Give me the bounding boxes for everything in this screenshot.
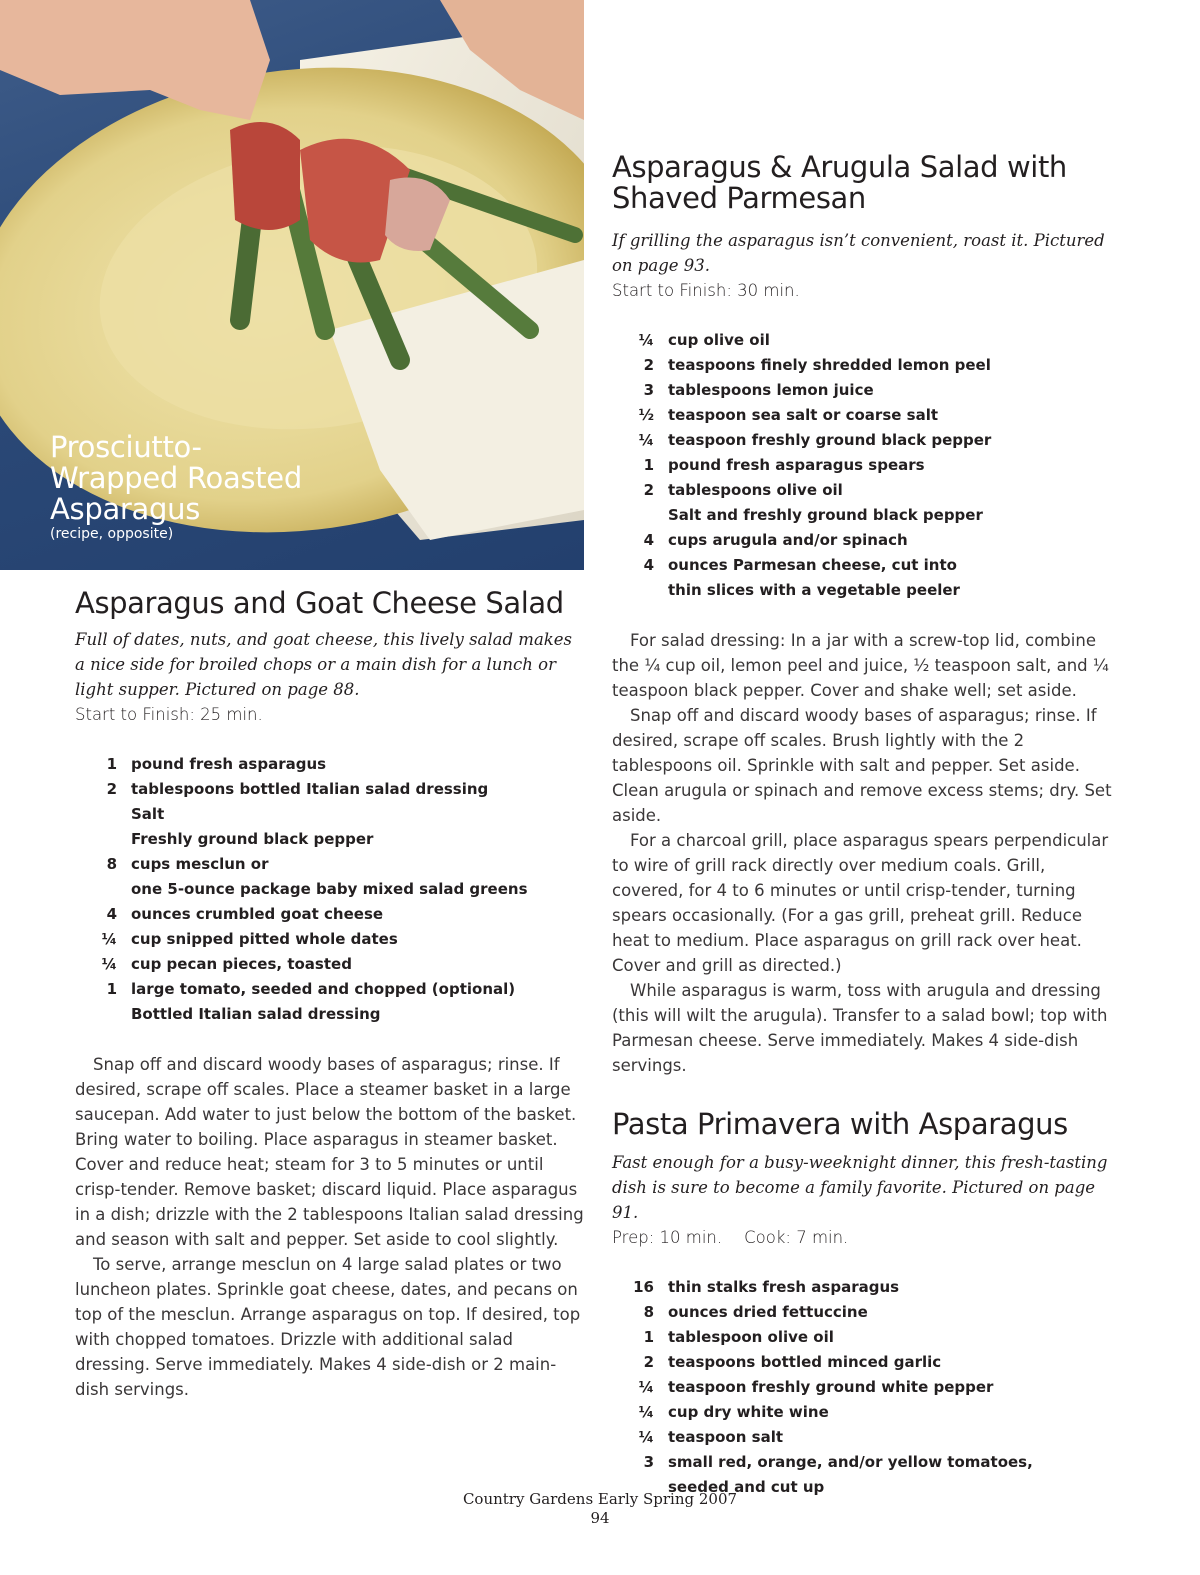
- ingredient-item: [75, 852, 585, 877]
- caption-title-line: Asparagus: [50, 492, 201, 526]
- recipe-directions: [612, 628, 1117, 1078]
- ingredient-description: cup dry white wine: [668, 1403, 829, 1421]
- caption-subtitle: (recipe, opposite): [50, 526, 174, 542]
- recipe-title: Asparagus and Goat Cheese Salad: [75, 586, 564, 620]
- ingredient-list: [612, 1275, 1117, 1500]
- ingredient-item: [612, 1425, 1117, 1450]
- ingredient-quantity: 4: [643, 556, 654, 574]
- ingredient-description: small red, orange, and/or yellow tomatoes,: [668, 1453, 1033, 1471]
- ingredient-list: [75, 752, 585, 1027]
- ingredient-item: [612, 1325, 1117, 1350]
- ingredient-description: ounces dried fettuccine: [668, 1303, 868, 1321]
- ingredient-quantity: 8: [106, 855, 117, 873]
- ingredient-description: cup pecan pieces, toasted: [131, 955, 352, 973]
- ingredient-quantity: 2: [643, 356, 654, 374]
- ingredient-description: seeded and cut up: [668, 1478, 825, 1496]
- ingredient-description: teaspoon salt: [668, 1428, 784, 1446]
- recipe-time: Start to Finish: 25 min.: [75, 705, 263, 724]
- caption-title-line: Wrapped Roasted: [50, 461, 302, 495]
- ingredient-item: [612, 503, 1117, 528]
- ingredient-item: [612, 553, 1117, 578]
- ingredient-item: [75, 752, 585, 777]
- ingredient-item: [612, 1350, 1117, 1375]
- ingredient-description: cups mesclun or: [131, 855, 269, 873]
- ingredient-item: [75, 827, 585, 852]
- ingredient-description: cup olive oil: [668, 331, 770, 349]
- ingredient-item: [75, 977, 585, 1002]
- ingredient-item: [612, 328, 1117, 353]
- ingredient-item: [612, 1300, 1117, 1325]
- recipe-photo: [0, 0, 584, 570]
- ingredient-description: Freshly ground black pepper: [131, 830, 374, 848]
- ingredient-quantity: 2: [643, 1353, 654, 1371]
- ingredient-description: teaspoon freshly ground black pepper: [668, 431, 992, 449]
- ingredient-description: one 5-ounce package baby mixed salad greens: [131, 880, 528, 898]
- ingredient-description: thin slices with a vegetable peeler: [668, 581, 960, 599]
- ingredient-description: ounces crumbled goat cheese: [131, 905, 384, 923]
- direction-paragraph: Snap off and discard woody bases of asparagus; rinse. If desired, scrape off scales. Brush lightly with the 2 tablespoons oil. Sprinkle with salt and pepper. Set aside. Clean arugula or spinach and remove excess stems; dry. Set aside.: [612, 706, 1112, 825]
- direction-paragraph: While asparagus is warm, toss with arugula and dressing (this will wilt the arugula). Transfer to a salad bowl; top with Parmesan cheese. Serve immediately. Makes 4 side-dish servings.: [612, 981, 1108, 1075]
- ingredient-quantity: 4: [643, 531, 654, 549]
- ingredient-item: [612, 1450, 1117, 1475]
- ingredient-quantity: 4: [106, 905, 117, 923]
- ingredient-quantity: 8: [643, 1303, 654, 1321]
- recipe-title-line: Shaved Parmesan: [612, 181, 866, 215]
- ingredient-item: [75, 877, 585, 902]
- recipe-intro: Full of dates, nuts, and goat cheese, this lively salad makes a nice side for broiled chops or a main dish for a lunch or light supper. Pictured on page 88.: [75, 630, 573, 699]
- ingredient-item: [612, 453, 1117, 478]
- recipe-title-line: Asparagus & Arugula Salad with: [612, 150, 1067, 184]
- ingredient-quantity: ¼: [638, 1378, 654, 1396]
- ingredient-quantity: 2: [106, 780, 117, 798]
- ingredient-description: Salt and freshly ground black pepper: [668, 506, 983, 524]
- ingredient-quantity: ½: [638, 406, 654, 424]
- recipe-goat-cheese-salad: [75, 588, 585, 1402]
- ingredient-description: pound fresh asparagus: [131, 755, 327, 773]
- ingredient-quantity: 1: [643, 456, 654, 474]
- ingredient-item: [612, 528, 1117, 553]
- publication-name: Country Gardens Early Spring 2007: [462, 1490, 738, 1508]
- direction-paragraph: To serve, arrange mesclun on 4 large salad plates or two luncheon plates. Sprinkle goat cheese, dates, and pecans on top of the mesclun. Arrange asparagus on top. If desired, top with chopped tomatoes. Drizzle with additional salad dressing. Serve immediately. Makes 4 side-dish or 2 main-dish servings.: [75, 1255, 581, 1399]
- ingredient-item: [612, 353, 1117, 378]
- ingredient-item: [612, 1375, 1117, 1400]
- ingredient-description: thin stalks fresh asparagus: [668, 1278, 900, 1296]
- ingredient-description: cups arugula and/or spinach: [668, 531, 908, 549]
- ingredient-item: [612, 578, 1117, 603]
- caption-title-line: Prosciutto-: [50, 430, 202, 464]
- recipe-intro: If grilling the asparagus isn’t convenient, roast it. Pictured on page 93.: [612, 231, 1105, 275]
- recipe-time: [612, 1225, 1117, 1250]
- ingredient-description: Bottled Italian salad dressing: [131, 1005, 381, 1023]
- page-footer: [0, 1490, 1200, 1528]
- prep-time: Prep: 10 min.: [612, 1228, 723, 1247]
- page-number: 94: [590, 1509, 610, 1527]
- ingredient-item: [75, 902, 585, 927]
- recipe-title: Pasta Primavera with Asparagus: [612, 1107, 1068, 1141]
- ingredient-description: tablespoon olive oil: [668, 1328, 834, 1346]
- photo-caption: [50, 432, 302, 542]
- recipe-directions: [75, 1052, 585, 1402]
- ingredient-description: tablespoons lemon juice: [668, 381, 874, 399]
- ingredient-quantity: 1: [106, 755, 117, 773]
- ingredient-list: [612, 328, 1117, 603]
- ingredient-item: [612, 1400, 1117, 1425]
- ingredient-quantity: ¼: [638, 431, 654, 449]
- ingredient-description: large tomato, seeded and chopped (optional): [131, 980, 516, 998]
- ingredient-item: [612, 378, 1117, 403]
- ingredient-description: teaspoons finely shredded lemon peel: [668, 356, 991, 374]
- ingredient-description: Salt: [131, 805, 165, 823]
- recipe-pasta-primavera: [612, 1109, 1117, 1500]
- ingredient-quantity: ¼: [638, 1428, 654, 1446]
- direction-paragraph: For a charcoal grill, place asparagus spears perpendicular to wire of grill rack directly over medium coals. Grill, covered, for 4 to 6 minutes or until crisp-tender, turning spears occasionally. (For a gas grill, preheat grill. Reduce heat to medium. Place asparagus on grill rack over heat. Cover and grill as directed.): [612, 831, 1109, 975]
- ingredient-description: teaspoon freshly ground white pepper: [668, 1378, 994, 1396]
- direction-paragraph: For salad dressing: In a jar with a screw-top lid, combine the ¼ cup oil, lemon peel and juice, ½ teaspoon salt, and ¼ teaspoon black pepper. Cover and shake well; set aside.: [612, 631, 1109, 700]
- ingredient-quantity: ¼: [638, 331, 654, 349]
- ingredient-item: [612, 1275, 1117, 1300]
- ingredient-item: [612, 403, 1117, 428]
- ingredient-description: pound fresh asparagus spears: [668, 456, 925, 474]
- ingredient-quantity: ¼: [101, 955, 117, 973]
- ingredient-quantity: 1: [643, 1328, 654, 1346]
- recipe-intro: Fast enough for a busy-weeknight dinner, this fresh-tasting dish is sure to become a family favorite. Pictured on page 91.: [612, 1153, 1108, 1222]
- ingredient-description: ounces Parmesan cheese, cut into: [668, 556, 957, 574]
- ingredient-item: [75, 952, 585, 977]
- ingredient-quantity: ¼: [101, 930, 117, 948]
- ingredient-description: tablespoons olive oil: [668, 481, 843, 499]
- ingredient-item: [612, 478, 1117, 503]
- ingredient-quantity: ¼: [638, 1403, 654, 1421]
- ingredient-description: cup snipped pitted whole dates: [131, 930, 398, 948]
- recipe-arugula-salad: [612, 152, 1117, 1500]
- ingredient-quantity: 3: [643, 381, 654, 399]
- cook-time: Cook: 7 min.: [744, 1228, 849, 1247]
- ingredient-quantity: 16: [633, 1278, 654, 1296]
- ingredient-item: [75, 927, 585, 952]
- ingredient-description: teaspoon sea salt or coarse salt: [668, 406, 938, 424]
- direction-paragraph: Snap off and discard woody bases of asparagus; rinse. If desired, scrape off scales. Place a steamer basket in a large saucepan. Add water to just below the bottom of the basket. Bring water to boiling. Place asparagus in steamer basket. Cover and reduce heat; steam for 3 to 5 minutes or until crisp-tender. Remove basket; discard liquid. Place asparagus in a dish; drizzle with the 2 tablespoons Italian salad dressing and season with salt and pepper. Set aside to cool slightly.: [75, 1055, 584, 1249]
- ingredient-item: [75, 777, 585, 802]
- ingredient-quantity: 1: [106, 980, 117, 998]
- ingredient-item: [612, 428, 1117, 453]
- ingredient-quantity: 2: [643, 481, 654, 499]
- ingredient-item: [75, 1002, 585, 1027]
- ingredient-description: tablespoons bottled Italian salad dressing: [131, 780, 489, 798]
- ingredient-quantity: 3: [643, 1453, 654, 1471]
- ingredient-item: [75, 802, 585, 827]
- recipe-time: Start to Finish: 30 min.: [612, 281, 800, 300]
- ingredient-description: teaspoons bottled minced garlic: [668, 1353, 942, 1371]
